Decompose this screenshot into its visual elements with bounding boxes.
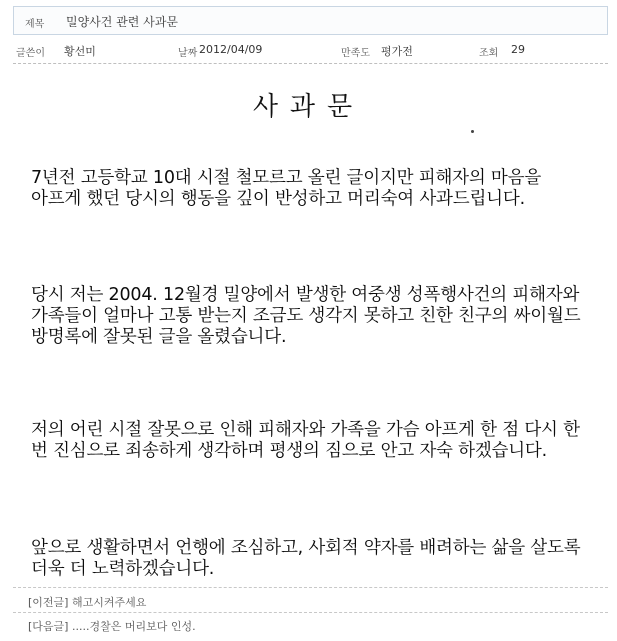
prev-post-title[interactable]: 해고시켜주세요 [71, 596, 147, 609]
subject-bar [13, 6, 608, 35]
post-meta [13, 40, 608, 64]
body-paragraph-1: 7년전 고등학교 10대 시절 철모르고 올린 글이지만 피해자의 마음을 아프게 했던 당시의 행동을 깊이 반성하고 머리숙여 사과드립니다. [31, 168, 542, 209]
view-count: 29 [511, 43, 525, 56]
rating-value: 평가전 [381, 45, 413, 58]
post-date: 2012/04/09 [199, 43, 263, 56]
date-label: 날짜 [178, 48, 198, 59]
views-label: 조회 [479, 48, 499, 59]
body-paragraph-4: 앞으로 생활하면서 언행에 조심하고, 사회적 약자를 배려하는 삶을 살도록 더욱 더 노력하겠습니다. [31, 538, 581, 579]
stray-dot [471, 130, 474, 133]
prev-post-label: [이전글] [28, 596, 69, 609]
next-post-title[interactable]: .....경찰은 머리보다 인성. [71, 620, 196, 633]
author-name[interactable]: 황선미 [64, 45, 96, 58]
divider [13, 612, 608, 613]
next-post-link[interactable] [28, 618, 196, 634]
author-label: 글쓴이 [16, 48, 45, 59]
next-post-label: [다음글] [28, 620, 69, 633]
subject-label: 제목 [25, 19, 45, 30]
prev-post-link[interactable] [28, 594, 146, 610]
divider [13, 587, 608, 588]
document-title: 사과문 [252, 92, 365, 122]
body-paragraph-2: 당시 저는 2004. 12월경 밀양에서 발생한 여중생 성폭행사건의 피해자와 가족들이 얼마나 고통 받는지 조금도 생각지 못하고 친한 친구의 싸이월드 방명록에 잘못된 글을 올렸습니다. [31, 285, 581, 347]
post-subject: 밀양사건 관련 사과문 [66, 15, 178, 29]
rating-label: 만족도 [341, 48, 370, 59]
body-paragraph-3: 저의 어린 시절 잘못으로 인해 피해자와 가족을 가슴 아프게 한 점 다시 한 번 진심으로 죄송하게 생각하며 평생의 짐으로 안고 자숙 하겠습니다. [31, 420, 580, 461]
